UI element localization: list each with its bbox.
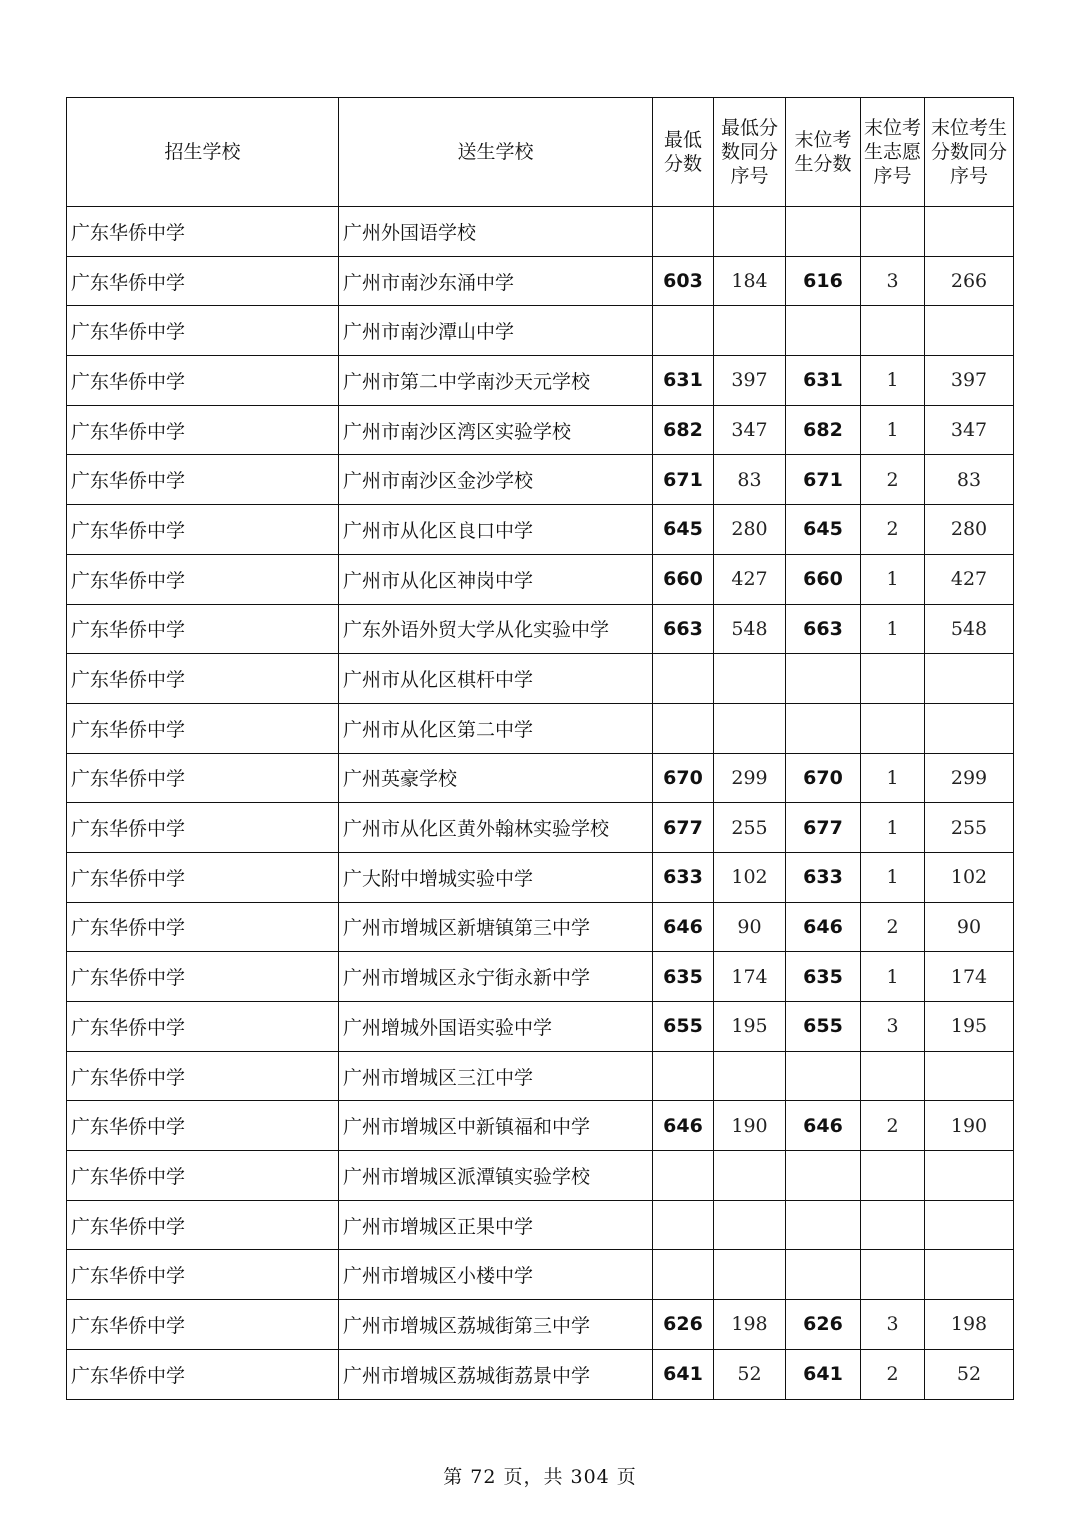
table-row (67, 306, 1014, 356)
enrolling-school-cell: 广东华侨中学 (67, 356, 339, 406)
table-row (67, 803, 1014, 853)
last-score-tie-rank-cell: 255 (925, 803, 1014, 853)
last-choice-order-cell (861, 1250, 925, 1300)
last-choice-order-cell: 2 (861, 1349, 925, 1399)
sending-school-cell: 广州市增城区小楼中学 (339, 1250, 653, 1300)
last-score-cell: 660 (786, 554, 861, 604)
last-choice-order-cell: 2 (861, 455, 925, 505)
last-score-tie-rank-cell: 397 (925, 356, 1014, 406)
last-score-cell (786, 1250, 861, 1300)
last-score-tie-rank-cell (925, 703, 1014, 753)
last-choice-order-cell: 3 (861, 1002, 925, 1052)
header-sending-school: 送生学校 (339, 98, 653, 207)
last-score-cell: 616 (786, 256, 861, 306)
min-score-cell: 603 (653, 256, 714, 306)
table-row (67, 1002, 1014, 1052)
last-score-tie-rank-cell: 347 (925, 405, 1014, 455)
last-score-tie-rank-cell: 548 (925, 604, 1014, 654)
table-row (67, 1151, 1014, 1201)
min-score-tie-rank-cell: 548 (714, 604, 786, 654)
sending-school-cell: 广州市南沙东涌中学 (339, 256, 653, 306)
min-score-cell (653, 654, 714, 704)
min-score-cell (653, 1200, 714, 1250)
sending-school-cell: 广州增城外国语实验中学 (339, 1002, 653, 1052)
enrolling-school-cell: 广东华侨中学 (67, 1300, 339, 1350)
min-score-cell: 682 (653, 405, 714, 455)
table-row (67, 902, 1014, 952)
table-row (67, 207, 1014, 257)
table-row (67, 455, 1014, 505)
last-score-cell (786, 1151, 861, 1201)
last-score-cell: 631 (786, 356, 861, 406)
min-score-cell: 645 (653, 505, 714, 555)
min-score-tie-rank-cell: 299 (714, 753, 786, 803)
last-choice-order-cell: 2 (861, 505, 925, 555)
min-score-cell (653, 1051, 714, 1101)
last-score-tie-rank-cell: 83 (925, 455, 1014, 505)
min-score-tie-rank-cell (714, 1151, 786, 1201)
last-choice-order-cell (861, 1200, 925, 1250)
enrolling-school-cell: 广东华侨中学 (67, 405, 339, 455)
last-score-tie-rank-cell: 102 (925, 852, 1014, 902)
table-row (67, 505, 1014, 555)
min-score-tie-rank-cell: 280 (714, 505, 786, 555)
sending-school-cell: 广州市从化区棋杆中学 (339, 654, 653, 704)
last-score-cell: 670 (786, 753, 861, 803)
enrolling-school-cell: 广东华侨中学 (67, 753, 339, 803)
min-score-cell: 663 (653, 604, 714, 654)
table-row (67, 1250, 1014, 1300)
min-score-tie-rank-cell: 102 (714, 852, 786, 902)
last-score-tie-rank-cell: 190 (925, 1101, 1014, 1151)
last-score-tie-rank-cell (925, 1200, 1014, 1250)
last-score-cell: 682 (786, 405, 861, 455)
enrolling-school-cell: 广东华侨中学 (67, 256, 339, 306)
sending-school-cell: 广州市南沙区金沙学校 (339, 455, 653, 505)
table-row (67, 1200, 1014, 1250)
min-score-cell: 671 (653, 455, 714, 505)
table-row (67, 1101, 1014, 1151)
min-score-cell: 660 (653, 554, 714, 604)
enrolling-school-cell: 广东华侨中学 (67, 902, 339, 952)
last-choice-order-cell (861, 1051, 925, 1101)
last-choice-order-cell (861, 207, 925, 257)
enrolling-school-cell: 广东华侨中学 (67, 1250, 339, 1300)
last-score-cell: 671 (786, 455, 861, 505)
enrolling-school-cell: 广东华侨中学 (67, 306, 339, 356)
table-row (67, 604, 1014, 654)
sending-school-cell: 广东外语外贸大学从化实验中学 (339, 604, 653, 654)
enrolling-school-cell: 广东华侨中学 (67, 852, 339, 902)
last-score-cell: 633 (786, 852, 861, 902)
sending-school-cell: 广州市增城区三江中学 (339, 1051, 653, 1101)
last-score-cell: 645 (786, 505, 861, 555)
table-row (67, 256, 1014, 306)
sending-school-cell: 广州市从化区第二中学 (339, 703, 653, 753)
min-score-cell: 646 (653, 1101, 714, 1151)
min-score-tie-rank-cell (714, 207, 786, 257)
min-score-cell: 646 (653, 902, 714, 952)
enrolling-school-cell: 广东华侨中学 (67, 703, 339, 753)
min-score-cell: 631 (653, 356, 714, 406)
enrolling-school-cell: 广东华侨中学 (67, 952, 339, 1002)
min-score-tie-rank-cell: 90 (714, 902, 786, 952)
table-row (67, 703, 1014, 753)
enrolling-school-cell: 广东华侨中学 (67, 604, 339, 654)
min-score-tie-rank-cell: 83 (714, 455, 786, 505)
table-row (67, 356, 1014, 406)
last-score-tie-rank-cell (925, 1250, 1014, 1300)
last-choice-order-cell (861, 703, 925, 753)
min-score-tie-rank-cell: 174 (714, 952, 786, 1002)
last-choice-order-cell (861, 1151, 925, 1201)
table-row (67, 1051, 1014, 1101)
last-score-cell (786, 207, 861, 257)
last-choice-order-cell: 1 (861, 852, 925, 902)
min-score-cell: 670 (653, 753, 714, 803)
min-score-cell (653, 703, 714, 753)
min-score-tie-rank-cell (714, 1051, 786, 1101)
min-score-cell: 626 (653, 1300, 714, 1350)
min-score-tie-rank-cell (714, 703, 786, 753)
last-score-cell (786, 654, 861, 704)
min-score-cell (653, 306, 714, 356)
min-score-cell: 655 (653, 1002, 714, 1052)
last-score-tie-rank-cell: 52 (925, 1349, 1014, 1399)
sending-school-cell: 广州市南沙潭山中学 (339, 306, 653, 356)
min-score-cell: 633 (653, 852, 714, 902)
last-choice-order-cell: 2 (861, 902, 925, 952)
min-score-cell (653, 1151, 714, 1201)
min-score-cell (653, 207, 714, 257)
min-score-tie-rank-cell: 190 (714, 1101, 786, 1151)
last-score-cell: 663 (786, 604, 861, 654)
min-score-tie-rank-cell: 427 (714, 554, 786, 604)
min-score-cell: 677 (653, 803, 714, 853)
last-score-tie-rank-cell (925, 306, 1014, 356)
last-score-tie-rank-cell: 427 (925, 554, 1014, 604)
sending-school-cell: 广大附中增城实验中学 (339, 852, 653, 902)
header-last-score-tie-rank: 末位考生分数同分序号 (925, 98, 1014, 207)
min-score-cell (653, 1250, 714, 1300)
last-score-cell (786, 1051, 861, 1101)
last-score-cell: 646 (786, 1101, 861, 1151)
sending-school-cell: 广州英豪学校 (339, 753, 653, 803)
enrolling-school-cell: 广东华侨中学 (67, 505, 339, 555)
sending-school-cell: 广州市从化区黄外翰林实验学校 (339, 803, 653, 853)
last-choice-order-cell: 2 (861, 1101, 925, 1151)
last-choice-order-cell (861, 654, 925, 704)
last-score-tie-rank-cell (925, 207, 1014, 257)
enrolling-school-cell: 广东华侨中学 (67, 1101, 339, 1151)
header-last-score: 末位考生分数 (786, 98, 861, 207)
table-row (67, 1300, 1014, 1350)
last-score-cell: 646 (786, 902, 861, 952)
min-score-tie-rank-cell: 195 (714, 1002, 786, 1052)
last-score-cell: 626 (786, 1300, 861, 1350)
enrolling-school-cell: 广东华侨中学 (67, 554, 339, 604)
last-score-tie-rank-cell: 174 (925, 952, 1014, 1002)
min-score-tie-rank-cell (714, 306, 786, 356)
table-row (67, 852, 1014, 902)
header-last-choice-order: 末位考生志愿序号 (861, 98, 925, 207)
enrolling-school-cell: 广东华侨中学 (67, 455, 339, 505)
last-choice-order-cell: 3 (861, 256, 925, 306)
min-score-tie-rank-cell: 198 (714, 1300, 786, 1350)
last-score-cell (786, 703, 861, 753)
enrolling-school-cell: 广东华侨中学 (67, 1349, 339, 1399)
table-row (67, 405, 1014, 455)
last-score-cell (786, 1200, 861, 1250)
min-score-tie-rank-cell: 184 (714, 256, 786, 306)
table-row (67, 1349, 1014, 1399)
last-score-cell: 635 (786, 952, 861, 1002)
min-score-tie-rank-cell (714, 1250, 786, 1300)
min-score-tie-rank-cell (714, 654, 786, 704)
min-score-tie-rank-cell: 347 (714, 405, 786, 455)
last-choice-order-cell: 1 (861, 356, 925, 406)
sending-school-cell: 广州市增城区正果中学 (339, 1200, 653, 1250)
header-min-score: 最低分数 (653, 98, 714, 207)
last-choice-order-cell (861, 306, 925, 356)
last-score-tie-rank-cell: 90 (925, 902, 1014, 952)
last-score-tie-rank-cell: 266 (925, 256, 1014, 306)
min-score-cell: 641 (653, 1349, 714, 1399)
enrolling-school-cell: 广东华侨中学 (67, 1151, 339, 1201)
enrolling-school-cell: 广东华侨中学 (67, 803, 339, 853)
last-score-tie-rank-cell: 198 (925, 1300, 1014, 1350)
enrolling-school-cell: 广东华侨中学 (67, 1200, 339, 1250)
last-choice-order-cell: 1 (861, 803, 925, 853)
table-row (67, 654, 1014, 704)
min-score-tie-rank-cell (714, 1200, 786, 1250)
last-score-tie-rank-cell (925, 1051, 1014, 1101)
table-row (67, 554, 1014, 604)
min-score-tie-rank-cell: 52 (714, 1349, 786, 1399)
last-score-tie-rank-cell (925, 1151, 1014, 1201)
last-score-cell: 677 (786, 803, 861, 853)
last-score-tie-rank-cell (925, 654, 1014, 704)
header-min-score-tie-rank: 最低分数同分序号 (714, 98, 786, 207)
last-choice-order-cell: 1 (861, 952, 925, 1002)
sending-school-cell: 广州外国语学校 (339, 207, 653, 257)
last-score-tie-rank-cell: 195 (925, 1002, 1014, 1052)
sending-school-cell: 广州市增城区新塘镇第三中学 (339, 902, 653, 952)
enrolling-school-cell: 广东华侨中学 (67, 1002, 339, 1052)
last-score-tie-rank-cell: 299 (925, 753, 1014, 803)
table-row (67, 753, 1014, 803)
header-row (67, 98, 1014, 207)
min-score-tie-rank-cell: 397 (714, 356, 786, 406)
enrolling-school-cell: 广东华侨中学 (67, 654, 339, 704)
sending-school-cell: 广州市从化区神岗中学 (339, 554, 653, 604)
sending-school-cell: 广州市从化区良口中学 (339, 505, 653, 555)
last-choice-order-cell: 1 (861, 554, 925, 604)
table-row (67, 952, 1014, 1002)
last-score-cell: 641 (786, 1349, 861, 1399)
min-score-cell: 635 (653, 952, 714, 1002)
min-score-tie-rank-cell: 255 (714, 803, 786, 853)
last-choice-order-cell: 1 (861, 753, 925, 803)
header-enrolling-school: 招生学校 (67, 98, 339, 207)
sending-school-cell: 广州市增城区派潭镇实验学校 (339, 1151, 653, 1201)
last-score-tie-rank-cell: 280 (925, 505, 1014, 555)
admission-score-table (66, 97, 1014, 1400)
sending-school-cell: 广州市南沙区湾区实验学校 (339, 405, 653, 455)
sending-school-cell: 广州市增城区永宁街永新中学 (339, 952, 653, 1002)
sending-school-cell: 广州市第二中学南沙天元学校 (339, 356, 653, 406)
last-score-cell (786, 306, 861, 356)
page-number-footer: 第 72 页，共 304 页 (443, 1466, 637, 1488)
sending-school-cell: 广州市增城区中新镇福和中学 (339, 1101, 653, 1151)
last-score-cell: 655 (786, 1002, 861, 1052)
sending-school-cell: 广州市增城区荔城街第三中学 (339, 1300, 653, 1350)
last-choice-order-cell: 1 (861, 604, 925, 654)
enrolling-school-cell: 广东华侨中学 (67, 207, 339, 257)
last-choice-order-cell: 1 (861, 405, 925, 455)
sending-school-cell: 广州市增城区荔城街荔景中学 (339, 1349, 653, 1399)
last-choice-order-cell: 3 (861, 1300, 925, 1350)
enrolling-school-cell: 广东华侨中学 (67, 1051, 339, 1101)
